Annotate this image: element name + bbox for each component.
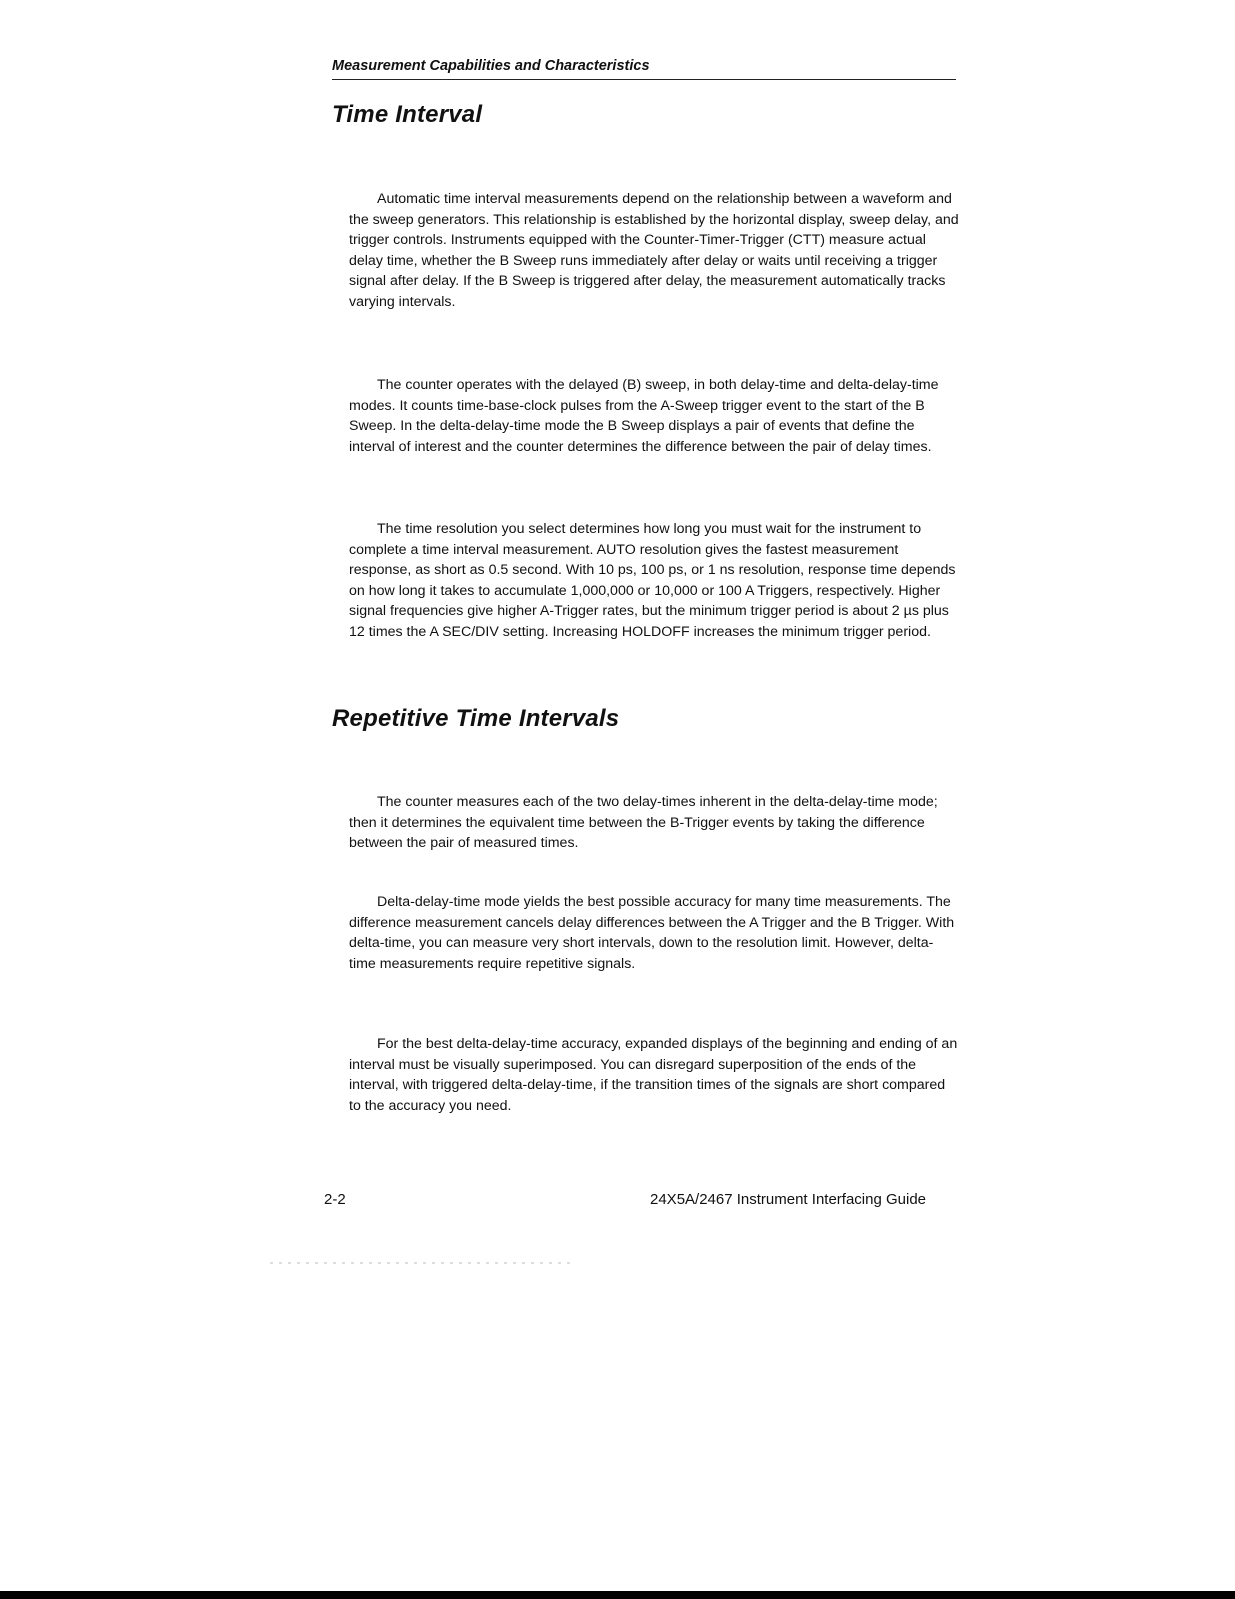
paragraph: The counter measures each of the two delay-times inherent in the delta-delay-time mode; then it determines the equivalent time between the B-Trigger events by taking the difference between the pair of measured times.: [349, 794, 938, 852]
scan-artifact: [270, 1262, 570, 1264]
scan-edge: [0, 1591, 1235, 1599]
paragraph: The counter operates with the delayed (B) sweep, in both delay-time and delta-delay-time modes. It counts time-base-clock pulses from the A-Sweep trigger event to the start of the B Sweep. In the delta-delay-time mode the B Sweep displays a pair of events that define the interval of interest and the counter determines the difference between the pair of delay times.: [349, 377, 939, 455]
paragraph: For the best delta-delay-time accuracy, expanded displays of the beginning and ending of an interval must be visually superimposed. You can disregard superposition of the ends of the interval, with triggered delta-delay-time, if the transition times of the signals are short compared to the accuracy you need.: [349, 1036, 958, 1114]
running-header: Measurement Capabilities and Characteristics: [332, 58, 956, 80]
page-number: 2-2: [324, 1191, 346, 1208]
footer-document-title: 24X5A/2467 Instrument Interfacing Guide: [650, 1191, 927, 1208]
section-title-repetitive-time-intervals: Repetitive Time Intervals: [332, 705, 620, 732]
paragraph: The time resolution you select determines how long you must wait for the instrument to complete a time interval measurement. AUTO resolution gives the fastest measurement response, as short as 0.5 second. With 10 ps, 100 ps, or 1 ns resolution, response time depends on how long it takes to accumulate 1,000,000 or 10,000 or 100 A Triggers, respectively. Higher signal frequencies give higher A-Trigger rates, but the minimum trigger period is about 2 µs plus 12 times the A SEC/DIV setting. Increasing HOLDOFF increases the minimum trigger period.: [349, 521, 956, 640]
paragraph: Automatic time interval measurements depend on the relationship between a waveform and the sweep generators. This relationship is established by the horizontal display, sweep delay, and trigger controls. Instruments equipped with the Counter-Timer-Trigger (CTT) measure actual delay time, whether the B Sweep runs immediately after delay or waits until receiving a trigger signal after delay. If the B Sweep is triggered after delay, the measurement automatically tracks varying intervals.: [349, 191, 959, 310]
paragraph: Delta-delay-time mode yields the best possible accuracy for many time measurements. The difference measurement cancels delay differences between the A Trigger and the B Trigger. With delta-time, you can measure very short intervals, down to the resolution limit. However, delta-time measurements require repetitive signals.: [349, 894, 955, 972]
section-title-time-interval: Time Interval: [332, 101, 483, 128]
